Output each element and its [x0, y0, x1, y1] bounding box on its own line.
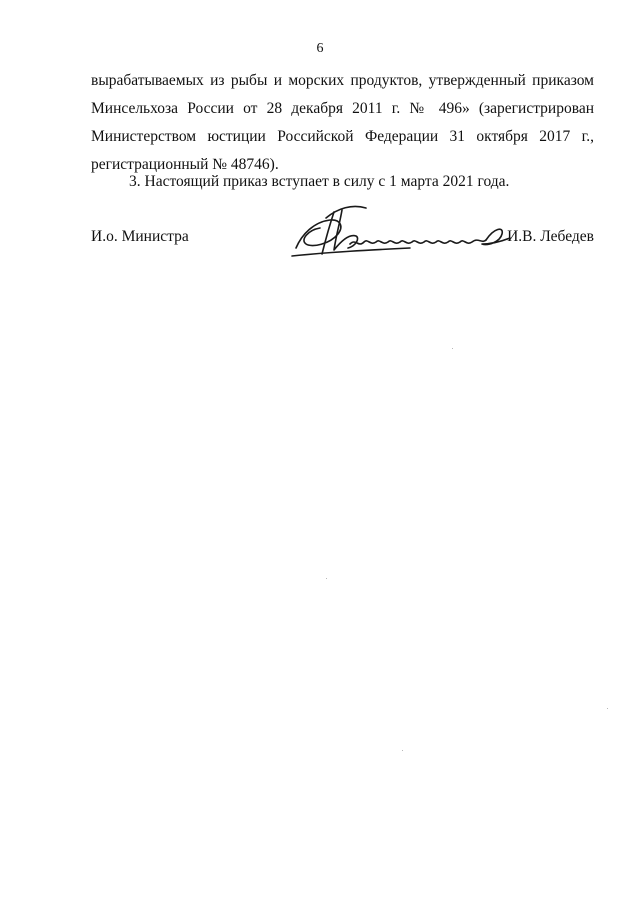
- order-item-3: [91, 168, 594, 196]
- page-number: 6: [316, 41, 324, 56]
- signer-name: И.В. Лебедев: [507, 228, 594, 245]
- scan-speck: [452, 348, 453, 349]
- scan-speck: [326, 578, 327, 579]
- paragraph-line: вырабатываемых из рыбы и морских продуктов, утвержденный приказом: [91, 72, 594, 89]
- signer-position: И.о. Министра: [91, 228, 189, 245]
- paragraph-line: Минсельхоза России от 28 декабря 2011 г. № 496» (зарегистрирован: [91, 100, 594, 117]
- handwritten-signature: [290, 204, 520, 260]
- item-text: 3. Настоящий приказ вступает в силу с 1 марта 2021 года.: [129, 173, 510, 190]
- paragraph-line: Министерством юстиции Российской Федерации 31 октября 2017 г.,: [91, 128, 594, 145]
- scan-speck: [402, 750, 403, 751]
- body-paragraph: [91, 67, 594, 179]
- paragraph-line: регистрационный № 48746).: [91, 156, 279, 173]
- scan-speck: [607, 708, 608, 709]
